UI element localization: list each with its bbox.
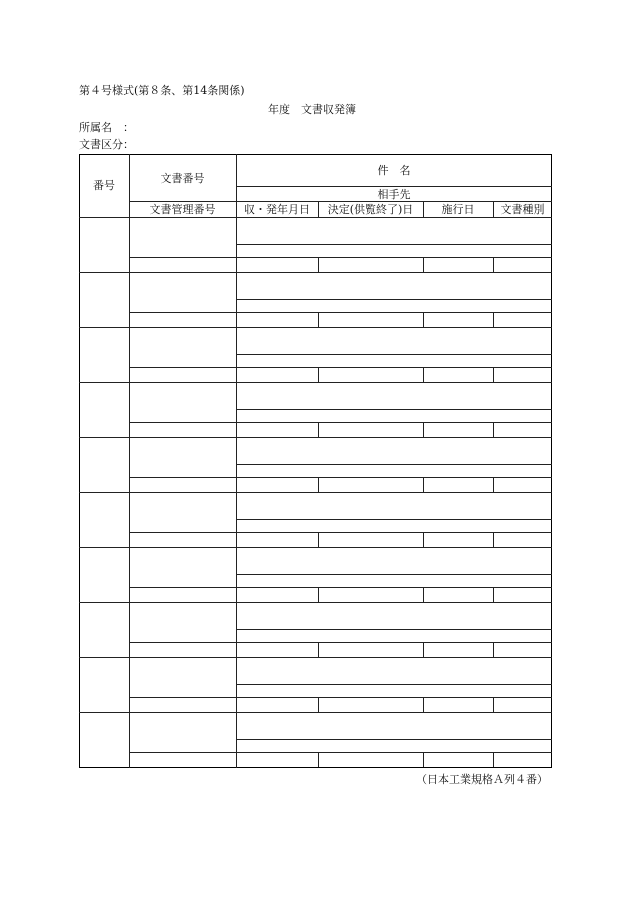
header-number: 番号 — [93, 179, 115, 192]
entry-column-rule-decision — [318, 587, 319, 602]
entry-detail-rule — [129, 367, 552, 368]
column-rule-document-number — [236, 154, 237, 768]
entry-column-rule-enforcement — [423, 367, 424, 382]
entry-column-rule-type — [493, 422, 494, 437]
entry-detail-rule — [129, 642, 552, 643]
entry-column-rule-type — [493, 642, 494, 657]
header-subject: 件 名 — [377, 164, 411, 177]
header-bottom-rule — [79, 217, 552, 218]
entry-detail-rule — [129, 312, 552, 313]
entry-detail-rule — [129, 477, 552, 478]
entry-column-rule-type — [493, 312, 494, 327]
entry-column-rule-decision — [318, 422, 319, 437]
entry-separator-rule — [79, 272, 552, 273]
header-document-type: 文書種別 — [500, 203, 545, 216]
entry-column-rule-decision — [318, 312, 319, 327]
table-border-right — [551, 154, 552, 768]
entry-detail-rule — [129, 697, 552, 698]
entry-column-rule-type — [493, 532, 494, 547]
entry-separator-rule — [79, 712, 552, 713]
entry-separator-rule — [79, 437, 552, 438]
entry-column-rule-decision — [318, 532, 319, 547]
column-rule-number — [129, 154, 130, 768]
form-reference: 第４号様式(第８条、第14条関係) — [79, 84, 245, 97]
entry-separator-rule — [79, 492, 552, 493]
entry-column-rule-enforcement — [423, 257, 424, 272]
entry-column-rule-enforcement — [423, 422, 424, 437]
entry-subject-rule — [236, 299, 552, 300]
table-border-top — [79, 154, 552, 155]
entry-column-rule-type — [493, 587, 494, 602]
document-category-label: 文書区分： — [79, 138, 134, 151]
entry-column-rule-enforcement — [423, 587, 424, 602]
entry-column-rule-enforcement — [423, 532, 424, 547]
table-border-left — [79, 154, 80, 768]
header-counterparty: 相手先 — [377, 188, 411, 201]
entry-separator-rule — [79, 382, 552, 383]
entry-column-rule-decision — [318, 697, 319, 712]
entry-column-rule-type — [493, 257, 494, 272]
entry-subject-rule — [236, 519, 552, 520]
entry-column-rule-decision — [318, 642, 319, 657]
table-border-bottom — [79, 767, 552, 768]
entry-column-rule-decision — [318, 257, 319, 272]
footer-note: （日本工業規格Ａ列４番） — [416, 773, 548, 786]
entry-column-rule-type — [493, 697, 494, 712]
entry-separator-rule — [79, 547, 552, 548]
entry-separator-rule — [79, 327, 552, 328]
entry-subject-rule — [236, 574, 552, 575]
document-title: 年度 文書収発簿 — [268, 103, 356, 116]
entry-column-rule-type — [493, 752, 494, 767]
header-column-rule-enforcement — [423, 201, 424, 217]
entry-column-rule-enforcement — [423, 697, 424, 712]
entry-column-rule-enforcement — [423, 642, 424, 657]
entry-detail-rule — [129, 752, 552, 753]
entry-detail-rule — [129, 257, 552, 258]
header-column-rule-type — [493, 201, 494, 217]
entry-subject-rule — [236, 244, 552, 245]
header-receive-send-date: 収・発年月日 — [244, 203, 310, 216]
entry-detail-rule — [129, 532, 552, 533]
entry-column-rule-type — [493, 477, 494, 492]
document-register-table — [79, 154, 552, 768]
entry-column-rule-enforcement — [423, 312, 424, 327]
entry-detail-rule — [129, 422, 552, 423]
entry-subject-rule — [236, 684, 552, 685]
entry-subject-rule — [236, 409, 552, 410]
affiliation-label: 所属名 ： — [79, 121, 134, 134]
entry-subject-rule — [236, 354, 552, 355]
entry-column-rule-enforcement — [423, 477, 424, 492]
entry-column-rule-decision — [318, 477, 319, 492]
entry-separator-rule — [79, 657, 552, 658]
header-enforcement-date: 施行日 — [441, 203, 475, 216]
entry-subject-rule — [236, 739, 552, 740]
entry-column-rule-decision — [318, 752, 319, 767]
entry-detail-rule — [129, 587, 552, 588]
header-document-number: 文書番号 — [160, 172, 205, 185]
entry-column-rule-enforcement — [423, 752, 424, 767]
header-decision-date: 決定(供覧終了)日 — [327, 203, 414, 216]
header-rule-subject — [236, 186, 552, 187]
header-document-management-number: 文書管理番号 — [149, 203, 216, 216]
header-column-rule-decision — [318, 201, 319, 217]
entry-subject-rule — [236, 629, 552, 630]
entry-column-rule-decision — [318, 367, 319, 382]
entry-subject-rule — [236, 464, 552, 465]
entry-separator-rule — [79, 602, 552, 603]
header-rule-counterparty — [129, 201, 552, 202]
entry-column-rule-type — [493, 367, 494, 382]
